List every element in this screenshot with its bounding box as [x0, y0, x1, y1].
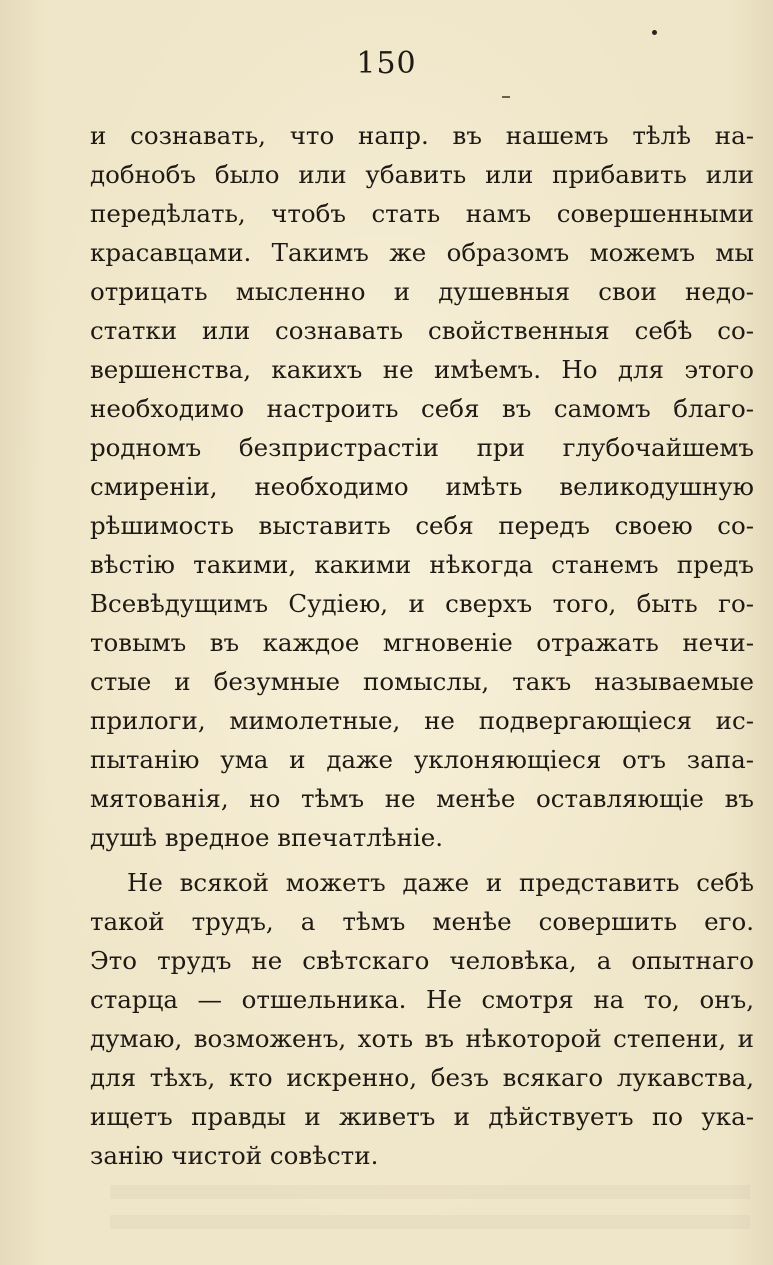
text-line: отрицать мысленно и душевныя свои недо-: [90, 277, 754, 306]
text-line: статки или сознавать свойственныя себѣ со-: [90, 316, 754, 345]
text-line: рѣшимость выставить себя передъ своею со-: [90, 511, 754, 540]
text-line: необходимо настроить себя въ самомъ благо-: [90, 394, 754, 423]
text-line: занію чистой совѣсти.: [90, 1141, 379, 1170]
text-line: Это трудъ не свѣтскаго человѣка, а опытнаго: [90, 946, 754, 975]
body-text: [90, 116, 754, 1175]
text-line: стые и безумные помыслы, такъ называемые: [90, 667, 754, 696]
text-line: для тѣхъ, кто искренно, безъ всякаго лукавства,: [90, 1063, 754, 1092]
text-line: вершенства, какихъ не имѣемъ. Но для этого: [90, 355, 754, 384]
bleed-through-shadow: [110, 1185, 750, 1245]
text-line: товымъ въ каждое мгновеніе отражать нечи-: [90, 628, 754, 657]
text-line: пытанію ума и даже уклоняющіеся отъ запа-: [90, 745, 754, 774]
text-line: и сознавать, что напр. въ нашемъ тѣлѣ на-: [90, 121, 754, 150]
text-line: Не всякой можетъ даже и представить себѣ: [127, 868, 754, 897]
text-line: старца — отшельника. Не смотря на то, онъ,: [90, 985, 754, 1014]
paragraph-2: [90, 863, 754, 1175]
text-line: вѣстію такими, какими нѣкогда станемъ предъ: [90, 550, 754, 579]
text-line: такой трудъ, а тѣмъ менѣе совершить его.: [90, 907, 754, 936]
text-line: передѣлать, чтобъ стать намъ совершенными: [90, 199, 754, 228]
text-line: смиреніи, необходимо имѣть великодушную: [90, 472, 754, 501]
paragraph-1: [90, 116, 754, 857]
text-line: ищетъ правды и живетъ и дѣйствуетъ по ука-: [90, 1102, 754, 1131]
text-line: родномъ безпристрастіи при глубочайшемъ: [90, 433, 754, 462]
text-line: красавцами. Такимъ же образомъ можемъ мы: [90, 238, 754, 267]
ink-mark: [502, 96, 510, 98]
text-line: думаю, возможенъ, хоть въ нѣкоторой степени, и: [90, 1024, 754, 1053]
text-line: Всевѣдущимъ Судіею, и сверхъ того, быть го-: [90, 589, 754, 618]
text-line: душѣ вредное впечатлѣніе.: [90, 823, 444, 852]
text-line: добнобъ было или убавить или прибавить или: [90, 160, 754, 189]
ink-dot: [652, 30, 657, 35]
text-line: прилоги, мимолетные, не подвергающіеся ис-: [90, 706, 754, 735]
page-number: 150: [356, 46, 417, 81]
text-line: мятованія, но тѣмъ не менѣе оставляющіе въ: [90, 784, 754, 813]
